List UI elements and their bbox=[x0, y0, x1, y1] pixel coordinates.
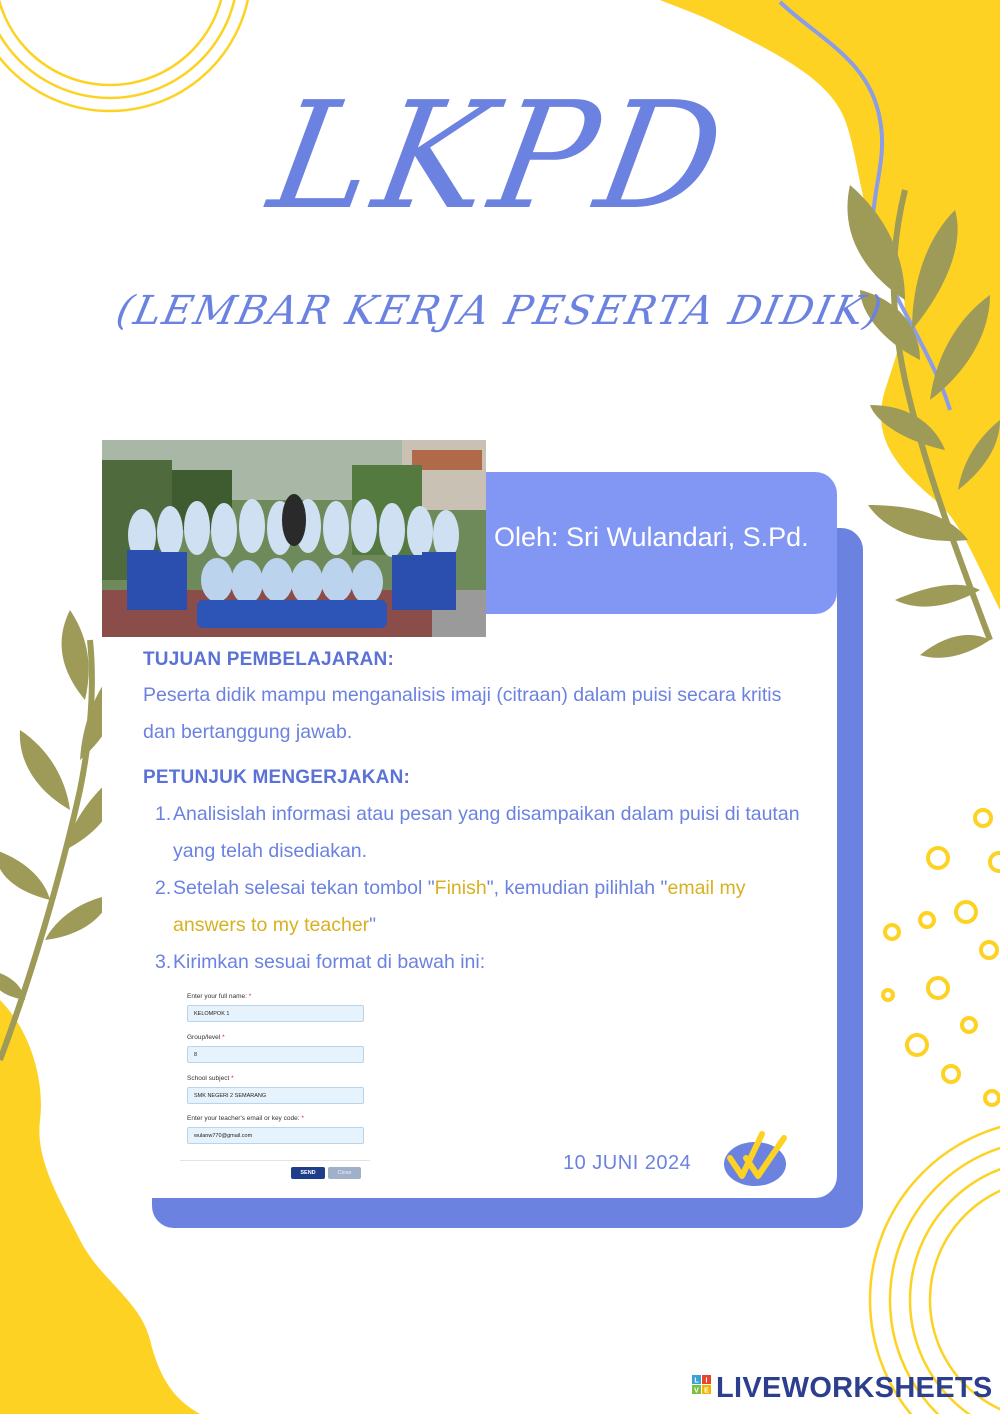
step-number: 1. bbox=[155, 803, 172, 825]
step-number: 3. bbox=[155, 951, 172, 973]
double-check-icon bbox=[722, 1128, 790, 1188]
form-field-email: wulanw770@gmail.com bbox=[187, 1127, 364, 1144]
form-divider bbox=[180, 1160, 370, 1161]
objectives-text: Peserta didik mampu menganalisis imaji (citraan) dalam puisi secara kritis dan bertanggung jawab. bbox=[143, 684, 782, 743]
right-dots bbox=[883, 810, 1000, 1105]
step-text-mid: ", kemudian pilihlah " bbox=[486, 877, 668, 899]
step-number: 2. bbox=[155, 877, 172, 899]
step-text-post: " bbox=[369, 914, 377, 936]
step-text-pre: Setelah selesai tekan tombol " bbox=[173, 877, 435, 899]
form-label-school: School subject * bbox=[187, 1075, 234, 1082]
page-subtitle: (LEMBAR KERJA PESERTA DIDIK) bbox=[112, 288, 888, 334]
instructions-heading: PETUNJUK MENGERJAKAN: bbox=[143, 767, 411, 788]
logo-letter: L bbox=[694, 1377, 699, 1385]
instruction-step-2 bbox=[143, 870, 803, 944]
step-text: Kirimkan sesuai format di bawah ini: bbox=[173, 951, 486, 973]
finish-highlight: Finish bbox=[434, 877, 487, 899]
form-label-group: Group/level * bbox=[187, 1034, 225, 1041]
form-field-name: KELOMPOK 1 bbox=[187, 1005, 364, 1022]
instruction-step-3 bbox=[143, 944, 803, 981]
email-highlight: email my answers to my teacher bbox=[173, 877, 746, 936]
author-name: Oleh: Sri Wulandari, S.Pd. bbox=[494, 522, 809, 552]
liveworksheets-brand: LIVEWORKSHEETS bbox=[716, 1372, 993, 1404]
instructions-list bbox=[143, 796, 803, 981]
logo-letter: V bbox=[694, 1387, 699, 1395]
logo-letter: E bbox=[704, 1387, 709, 1395]
form-label-email: Enter your teacher's email or key code: * bbox=[187, 1115, 304, 1122]
bottom-right-arcs bbox=[870, 1120, 1000, 1414]
form-field-group: 8 bbox=[187, 1046, 364, 1063]
page-title: LKPD bbox=[259, 70, 741, 242]
send-button: SEND bbox=[291, 1167, 325, 1179]
form-field-school: SMK NEGERI 2 SEMARANG bbox=[187, 1087, 364, 1104]
objectives-heading: TUJUAN PEMBELAJARAN: bbox=[143, 649, 395, 670]
class-photo bbox=[102, 440, 486, 637]
close-button: Close bbox=[328, 1167, 361, 1179]
step-text: Analisislah informasi atau pesan yang disampaikan dalam puisi di tautan yang telah disediakan. bbox=[173, 803, 800, 862]
liveworksheets-logo-icon bbox=[690, 1371, 714, 1411]
date-label: 10 JUNI 2024 bbox=[563, 1152, 692, 1174]
form-label-name: Enter your full name: * bbox=[187, 993, 252, 1000]
logo-letter: I bbox=[705, 1377, 708, 1385]
form-example bbox=[180, 983, 370, 1183]
instruction-step-1 bbox=[143, 796, 803, 870]
